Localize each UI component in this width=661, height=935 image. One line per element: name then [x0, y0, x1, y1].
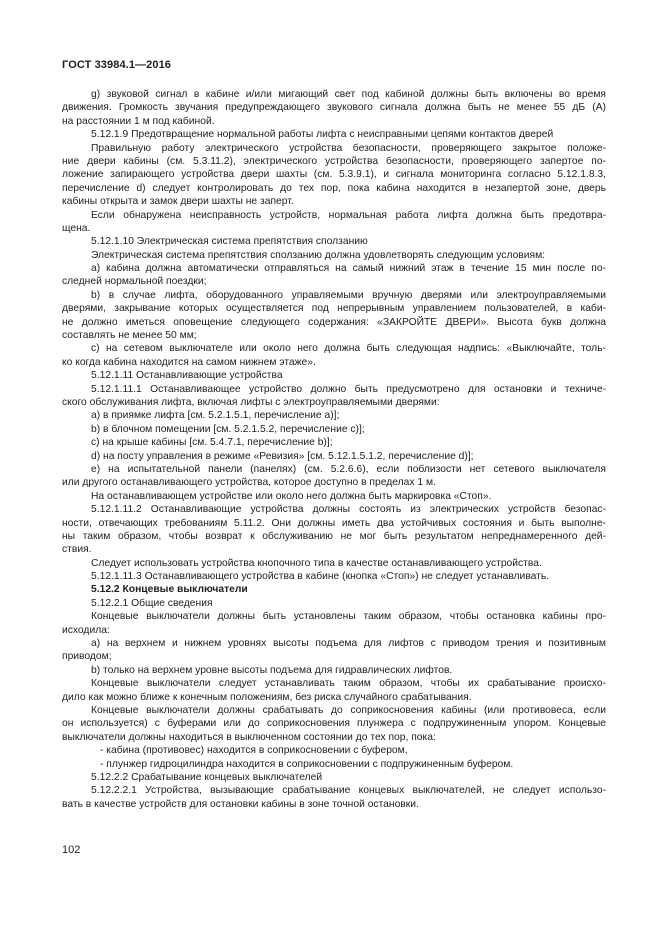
text-line: Электрическая система препятствия сползанию должна удовлетворять следующим условиям:: [91, 249, 546, 261]
text-line: кабины открыта и замок двери шахты не заперт.: [62, 196, 294, 208]
text-line: щена.: [62, 222, 91, 234]
text-line: ны таким образом, чтобы возврат к обслуживанию не мог быть результатом непреднамеренного дей-: [62, 530, 606, 542]
text-line: b) только на верхнем уровне высоты подъема для гидравлических лифтов.: [91, 664, 453, 676]
text-line: следней нормальной поездки;: [62, 276, 207, 288]
text-line: - кабина (противовес) находится в соприкосновении с буфером,: [100, 745, 408, 757]
text-line: а) на верхнем и нижнем уровнях высоты подъема для лифтов с приводом трения и позитивным: [91, 638, 606, 650]
text-line: Концевые выключатели должны срабатывать до соприкосновения кабины (или противовеса, если: [91, 704, 606, 716]
text-line: ложение запирающего устройства двери шахты (см. 5.3.9.1), и сигнала мониторинга согласно 5.12.1.8.3,: [62, 169, 606, 181]
text-line: вать в качестве устройств для остановки кабины в зоне точной остановки.: [62, 798, 419, 810]
text-line: выключатели должны находиться в выключенном состоянии до тех пор, пока:: [62, 731, 436, 743]
text-line: 5.12.1.11.1 Останавливающее устройство должно быть предусмотрено для остановки и техниче-: [91, 383, 606, 395]
text-line: 5.12.1.9 Предотвращение нормальной работы лифта с неисправными цепями контактов дверей: [91, 129, 554, 141]
text-line: 5.12.2.2.1 Устройства, вызывающие срабатывание концевых выключателей, не следует использо-: [91, 785, 606, 797]
text-line: 5.12.1.11.3 Останавливающего устройства в кабине (кнопка «Стоп») не следует устанавливать.: [91, 571, 550, 583]
text-line: Концевые выключатели следует устанавливать таким образом, чтобы их срабатывание происхо-: [91, 678, 606, 690]
text-line: исходила:: [62, 624, 110, 636]
text-line: перечисление d) следует контролировать до тех пор, пока кабина находится в незапертой зоне, дверь: [62, 182, 606, 194]
text-line: с) на крыше кабины [см. 5.4.7.1, перечисление b)];: [91, 437, 333, 449]
text-line: не должно иметься оповещение следующего содержания: «ЗАКРОЙТЕ ДВЕРИ». Высота букв должна: [62, 316, 606, 328]
text-line: движения. Громкость звучания предупреждающего звукового сигнала должна быть не менее 55 дБ (А): [62, 102, 606, 114]
text-line: Следует использовать устройства кнопочного типа в качестве останавливающего устройства.: [91, 557, 542, 569]
text-line: е) на испытательной панели (панелях) (см. 5.2.6.6), если поблизости нет сетевого выключателя: [91, 463, 606, 475]
text-line: приводом;: [62, 651, 112, 663]
text-line: ко когда кабина находится на самом нижнем этаже».: [62, 356, 316, 368]
text-line: - плунжер гидроцилиндра находится в соприкосновении с подпружиненным буфером.: [100, 758, 514, 770]
text-line: ние двери кабины (см. 5.3.11.2), электрического устройства безопасности, проверяющего запертое по-: [62, 155, 606, 167]
text-line: Если обнаружена неисправность устройств, нормальная работа лифта должна быть предотвра-: [91, 209, 606, 221]
text-line: ского обслуживания лифта, включая лифты с электроуправляемыми дверями:: [62, 396, 440, 408]
text-line: b) в случае лифта, оборудованного управляемыми вручную дверями или электроуправляемыми: [91, 289, 606, 301]
text-line: ности, отвечающих требованиям 5.11.2. Они должны иметь два устойчивых состояния и быть выполне-: [62, 517, 606, 529]
page-number: 102: [62, 844, 81, 856]
text-line: на расстоянии 1 м под кабиной.: [62, 115, 215, 127]
text-line: b) в блочном помещении [см. 5.2.1.5.2, перечисление с)];: [91, 423, 365, 435]
text-line: с) на сетевом выключателе или около него должна быть следующая надпись: «Выключайте, толь-: [91, 343, 606, 355]
section-heading-line: 5.12.2 Концевые выключатели: [91, 584, 248, 596]
text-line: Правильную работу электрического устройства безопасности, проверяющего закрытое положе-: [91, 142, 606, 154]
text-line: 5.12.2.1 Общие сведения: [91, 597, 213, 609]
text-line: ствия.: [62, 544, 92, 556]
text-line: дило как можно ближе к конечным положениям, без риска случайного срабатывания.: [62, 691, 472, 703]
document-body: [62, 88, 606, 811]
text-line: 5.12.1.10 Электрическая система препятствия сползанию: [91, 236, 368, 248]
text-line: он используется) с буферами или до соприкосновения плунжера с подпружиненным упором. Концевые: [62, 718, 606, 730]
text-line: 5.12.2.2 Срабатывание концевых выключателей: [91, 771, 323, 783]
text-line: g) звуковой сигнал в кабине и/или мигающий свет под кабиной должны быть включены во время: [91, 89, 606, 100]
text-line: а) кабина должна автоматически отправляться на самый нижний этаж в течение 15 мин после по-: [91, 263, 606, 275]
text-line: или другого останавливающего устройства, которое доступно в пределах 1 м.: [62, 477, 436, 489]
text-line: дверями, закрывание которых осуществляется под непрерывным управлением пользователей, в каби-: [62, 303, 606, 315]
text-line: а) в приямке лифта [см. 5.2.1.5.1, перечисление а)];: [91, 410, 340, 422]
text-line: 5.12.1.11 Останавливающие устройства: [91, 370, 283, 382]
document-header-standard-code: ГОСТ 33984.1—2016: [62, 59, 172, 71]
text-line: На останавливающем устройстве или около него должна быть маркировка «Стоп».: [91, 490, 492, 502]
text-line: 5.12.1.11.2 Останавливающие устройства должны состоять из электрических устройств безопас-: [91, 504, 606, 516]
text-line: Концевые выключатели должны быть установлены таким образом, чтобы остановка кабины про-: [91, 611, 606, 623]
text-line: d) на посту управления в режиме «Ревизия» [см. 5.12.1.5.1.2, перечисление d)];: [91, 450, 474, 462]
text-line: составлять не менее 50 мм;: [62, 330, 197, 342]
